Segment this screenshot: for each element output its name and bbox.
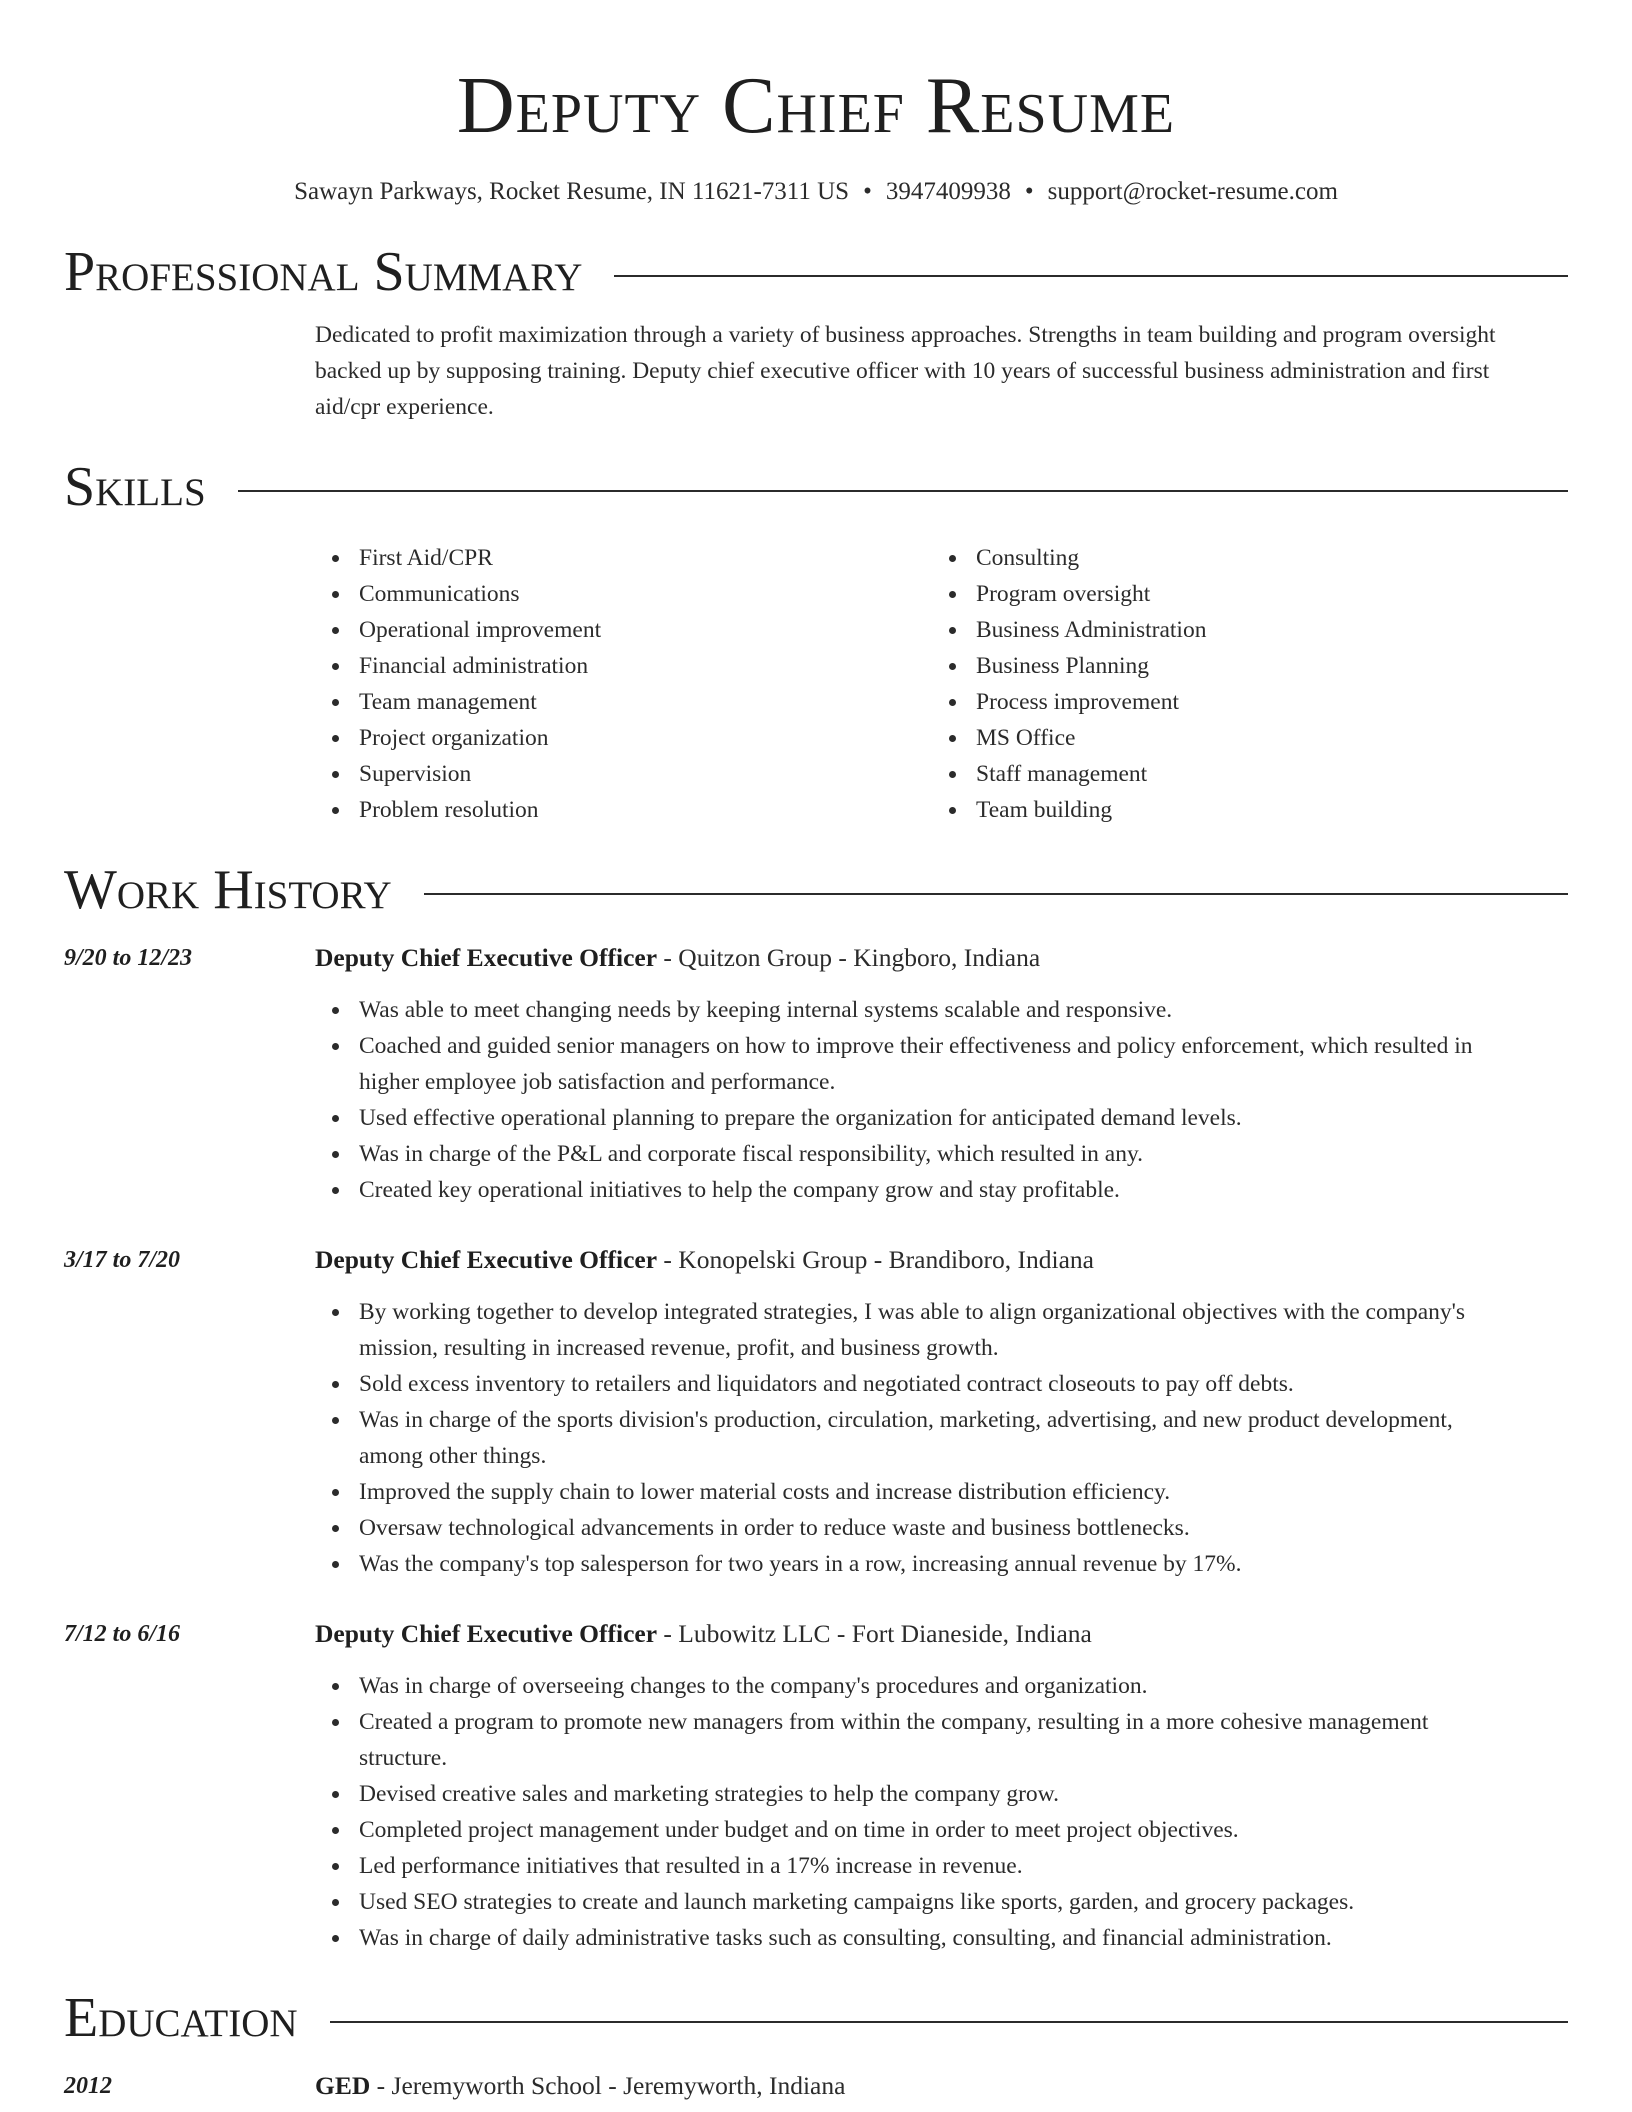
skill-item: Problem resolution (359, 792, 932, 828)
job-company: Quitzon Group - Kingboro, Indiana (678, 943, 1041, 972)
contact-address: Sawayn Parkways, Rocket Resume, IN 11621-7311 US (294, 178, 850, 205)
work-header (64, 854, 1568, 926)
job-title: Deputy Chief Executive Officer (315, 1619, 658, 1648)
job-title: Deputy Chief Executive Officer (315, 943, 658, 972)
job-dash: - (657, 1619, 679, 1648)
job-bullet: Coached and guided senior managers on how to improve their effectiveness and policy enforcement, which resulted in higher employee job satisfaction and performance. (359, 1028, 1515, 1100)
job-bullet: By working together to develop integrated strategies, I was able to align organizational objectives with the company's mission, resulting in increased revenue, profit, and business growth. (359, 1294, 1515, 1366)
skill-item: Business Administration (976, 612, 1549, 648)
summary-section (64, 236, 1568, 425)
job-bullet: Was able to meet changing needs by keeping internal systems scalable and responsive. (359, 992, 1515, 1028)
skills-heading: Skills (64, 456, 206, 518)
job-bullet: Led performance initiatives that resulted in a 17% increase in revenue. (359, 1848, 1515, 1884)
work-list (64, 940, 1568, 1956)
education-entry (64, 2068, 1568, 2104)
summary-heading: Professional Summary (64, 241, 583, 303)
education-section (64, 1982, 1568, 2104)
job-bullet-list (315, 1294, 1515, 1582)
job-company: Lubowitz LLC - Fort Dianeside, Indiana (678, 1619, 1092, 1648)
skill-item: Process improvement (976, 684, 1549, 720)
section-rule (330, 2021, 1568, 2023)
job-dates: 3/17 to 7/20 (64, 1247, 181, 1273)
job-bullet: Improved the supply chain to lower material costs and increase distribution efficiency. (359, 1474, 1515, 1510)
education-degree: GED (315, 2071, 371, 2100)
education-header (64, 1982, 1568, 2054)
job-entry (64, 940, 1568, 1208)
skill-item: MS Office (976, 720, 1549, 756)
job-bullet: Created key operational initiatives to help the company grow and stay profitable. (359, 1172, 1515, 1208)
skill-item: Team building (976, 792, 1549, 828)
skill-item: Project organization (359, 720, 932, 756)
job-header (315, 1242, 1568, 1278)
job-bullet-list (315, 992, 1515, 1208)
skills-section (64, 451, 1568, 828)
job-bullets (315, 992, 1515, 1208)
job-entry (64, 1242, 1568, 1582)
job-bullet: Oversaw technological advancements in order to reduce waste and business bottlenecks. (359, 1510, 1515, 1546)
job-bullet: Created a program to promote new managers from within the company, resulting in a more cohesive management structure. (359, 1704, 1515, 1776)
job-bullet: Was in charge of overseeing changes to the company's procedures and organization. (359, 1668, 1515, 1704)
job-title: Deputy Chief Executive Officer (315, 1245, 658, 1274)
job-bullet: Completed project management under budget and on time in order to meet project objectives. (359, 1812, 1515, 1848)
summary-header (64, 236, 1568, 308)
job-dash: - (657, 1245, 679, 1274)
skill-item: Program oversight (976, 576, 1549, 612)
job-bullet: Devised creative sales and marketing strategies to help the company grow. (359, 1776, 1515, 1812)
summary-body (315, 317, 1515, 425)
skill-item: Communications (359, 576, 932, 612)
job-bullet: Was in charge of the P&L and corporate fiscal responsibility, which resulted in any. (359, 1136, 1515, 1172)
skill-item: Financial administration (359, 648, 932, 684)
job-bullet-list (315, 1668, 1515, 1956)
job-dash: - (657, 943, 679, 972)
skill-item: Consulting (976, 540, 1549, 576)
job-header (315, 940, 1568, 976)
section-rule (424, 893, 1568, 895)
job-dates: 9/20 to 12/23 (64, 945, 193, 971)
skill-item: First Aid/CPR (359, 540, 932, 576)
education-year: 2012 (64, 2073, 112, 2099)
section-rule (238, 490, 1568, 492)
skills-header (64, 451, 1568, 523)
job-bullets (315, 1294, 1515, 1582)
skill-item: Staff management (976, 756, 1549, 792)
job-bullet: Sold excess inventory to retailers and liquidators and negotiated contract closeouts to pay off debts. (359, 1366, 1515, 1402)
skills-list-left (315, 540, 932, 828)
job-bullet: Used SEO strategies to create and launch marketing campaigns like sports, garden, and grocery packages. (359, 1884, 1515, 1920)
job-bullet: Was in charge of the sports division's production, circulation, marketing, advertising, and new product development, among other things. (359, 1402, 1515, 1474)
job-bullet: Used effective operational planning to prepare the organization for anticipated demand levels. (359, 1100, 1515, 1136)
resume-page (64, 0, 1568, 2104)
work-heading: Work History (64, 859, 392, 921)
summary-text: Dedicated to profit maximization through a variety of business approaches. Strengths in team building and program oversight backed up by supposing training. Deputy chief executive officer with 10 years of successful business administration and first aid/cpr experience. (315, 322, 1496, 420)
job-bullets (315, 1668, 1515, 1956)
job-entry (64, 1616, 1568, 1956)
work-section (64, 854, 1568, 1956)
education-header-line (315, 2068, 1568, 2104)
skill-item: Operational improvement (359, 612, 932, 648)
skill-item: Supervision (359, 756, 932, 792)
contact-phone: 3947409938 (885, 178, 1011, 205)
resume-name: Deputy Chief Resume (456, 62, 1176, 150)
job-company: Konopelski Group - Brandiboro, Indiana (678, 1245, 1095, 1274)
job-bullet: Was in charge of daily administrative tasks such as consulting, consulting, and financial administration. (359, 1920, 1515, 1956)
contact-line (64, 176, 1568, 208)
job-header (315, 1616, 1568, 1652)
education-school: Jeremyworth School - Jeremyworth, Indiana (391, 2071, 846, 2100)
job-bullet: Was the company's top salesperson for two years in a row, increasing annual revenue by 17%. (359, 1546, 1515, 1582)
education-list (64, 2068, 1568, 2104)
education-dash: - (370, 2071, 392, 2100)
education-heading: Education (64, 1987, 298, 2049)
contact-separator: • (863, 178, 872, 205)
section-rule (614, 275, 1568, 277)
contact-separator: • (1024, 178, 1034, 205)
skills-list-right (932, 540, 1549, 828)
skill-item: Business Planning (976, 648, 1549, 684)
contact-email: support@rocket-resume.com (1047, 178, 1338, 205)
skill-item: Team management (359, 684, 932, 720)
skills-columns (315, 540, 1568, 828)
job-dates: 7/12 to 6/16 (64, 1621, 181, 1647)
